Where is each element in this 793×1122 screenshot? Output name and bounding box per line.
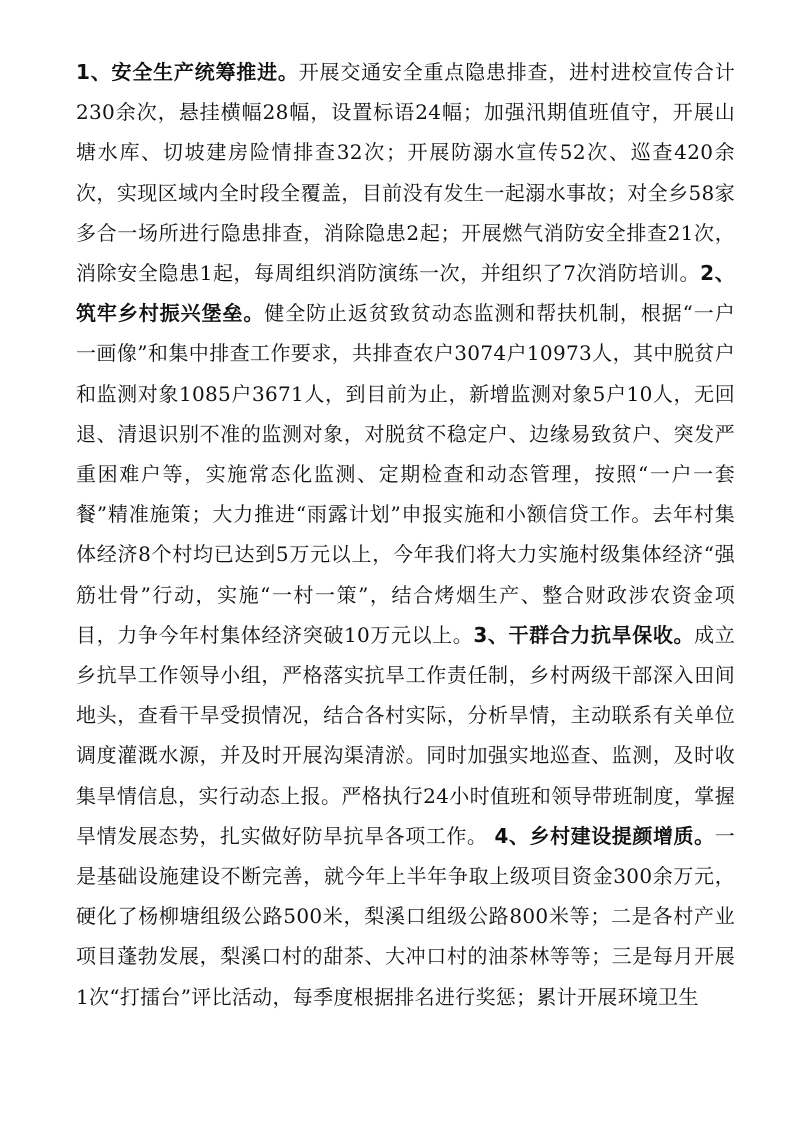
section-heading-4: 4、乡村建设提颜增质。 — [494, 823, 715, 848]
section-body-4: 一是基础设施建设不断完善，就今年上半年争取上级项目资金300余万元，硬化了杨柳塘组级公路500米，梨溪口组级公路800米等；二是各村产业项目蓬勃发展，梨溪口村的甜茶、大冲口村的油茶林等等；三是每月开展1次“打擂台”评比活动，每季度根据排名进行奖惩；累计开展环境卫生 — [76, 823, 735, 1009]
report-paragraph — [76, 52, 735, 1017]
section-heading-3: 3、干群合力抗旱保收。 — [473, 622, 695, 647]
section-heading-1: 1、安全生产统筹推进。 — [76, 60, 299, 84]
section-body-1: 开展交通安全重点隐患排查，进村进校宣传合计230余次，悬挂横幅28幅，设置标语24幅；加强汛期值班值守，开展山塘水库、切坡建房险情排查32次；开展防溺水宣传52次、巡查420余次，实现区域内全时段全覆盖，目前没有发生一起溺水事故；对全乡58家多合一场所进行隐患排查，消除隐患2起；开展燃气消防安全排查21次，消除安全隐患1起，每周组织消防演练一次，并组织了7次消防培训。 — [76, 60, 735, 286]
section-body-2: 健全防止返贫致贫动态监测和帮扶机制，根据“一户一画像”和集中排查工作要求，共排查农户3074户10973人，其中脱贫户和监测对象1085户3671人，到目前为止，新增监测对象5户10人，无回退、清退识别不准的监测对象，对脱贫不稳定户、边缘易致贫户、突发严重困难户等，实施常态化监测、定期检查和动态管理，按照“一户一套餐”精准施策；大力推进“雨露计划”申报实施和小额信贷工作。去年村集体经济8个村均已达到5万元以上，今年我们将大力实施村级集体经济“强筋壮骨”行动，实施“一村一策”，结合烤烟生产、整合财政涉农资金项目，力争今年村集体经济突破10万元以上。 — [76, 301, 736, 647]
section-body-3: 成立乡抗旱工作领导小组，严格落实抗旱工作责任制，乡村两级干部深入田间地头，查看干旱受损情况，结合各村实际，分析旱情，主动联系有关单位调度灌溉水源，并及时开展沟渠清淤。同时加强实地巡查、监测，及时收集旱情信息，实行动态上报。严格执行24小时值班和领导带班制度，掌握旱情发展态势，扎实做好防旱抗旱各项工作。 — [76, 622, 735, 848]
section-heading-2: 2、筑牢乡村振兴堡垒。 — [76, 261, 735, 326]
